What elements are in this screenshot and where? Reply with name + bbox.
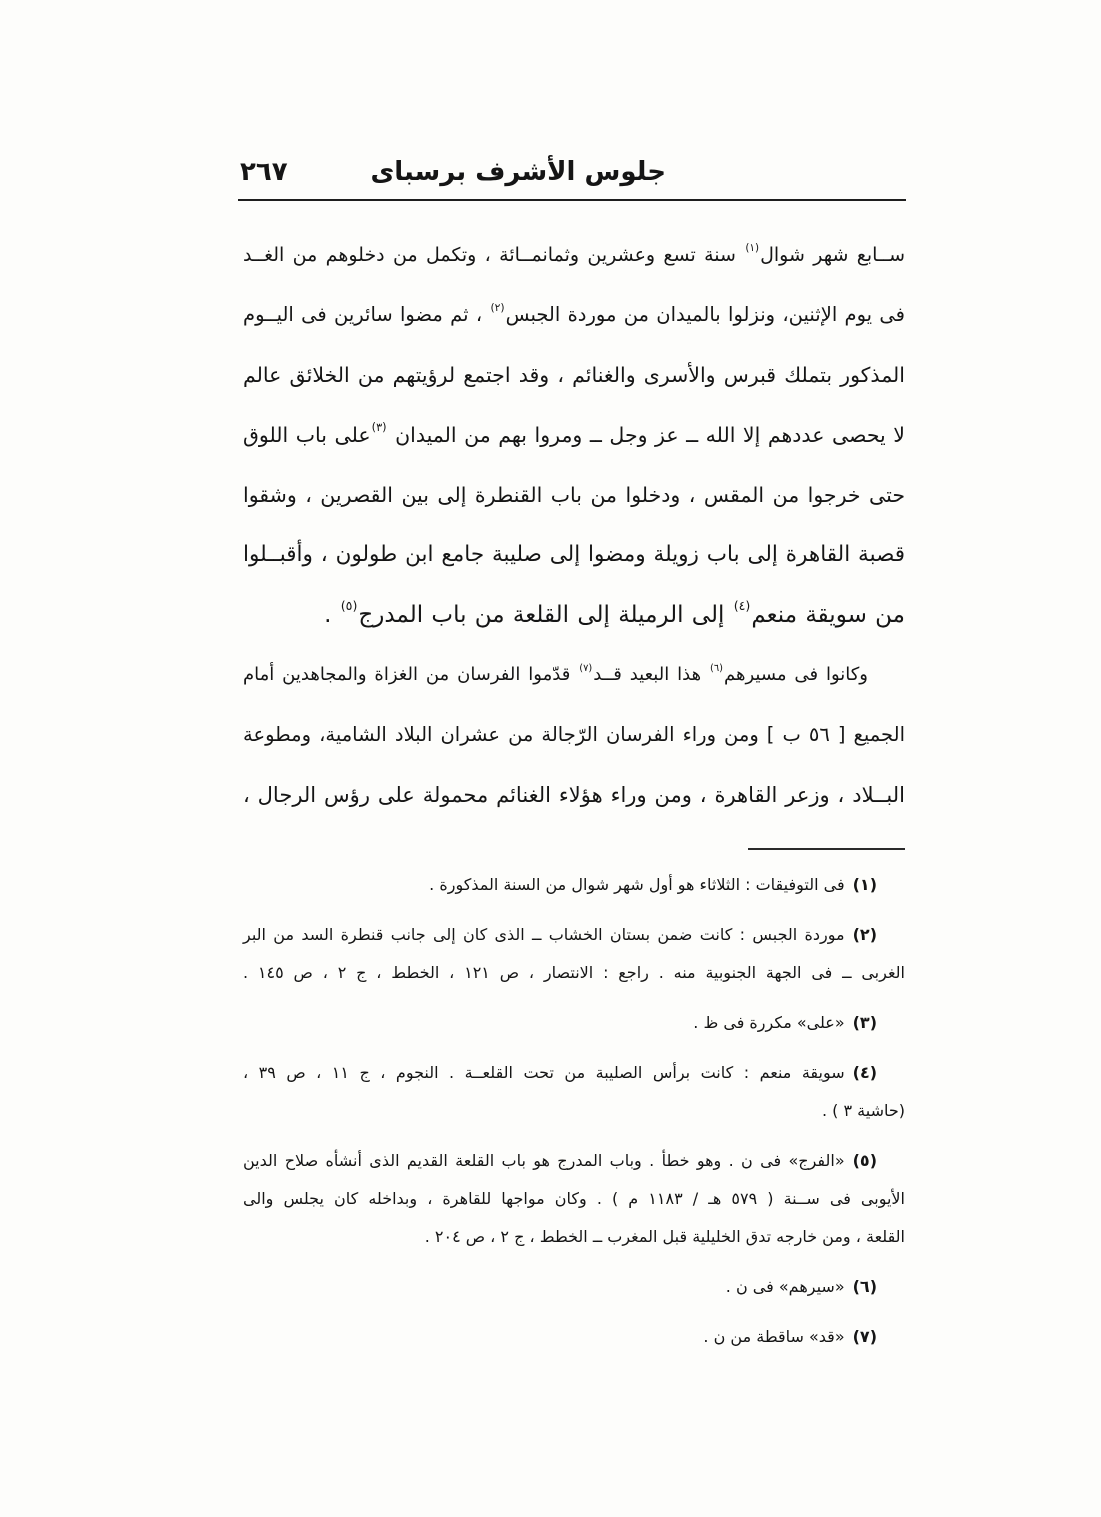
body-line bbox=[243, 285, 905, 345]
footnote-text: «قد» ساقطة من ن . bbox=[703, 1327, 845, 1346]
footnote-line bbox=[243, 1004, 905, 1042]
text-run: الجميع [ ٥٦ ب ] ومن وراء الفرسان الرّجالة من عشران البلاد الشامية، ومطوعة bbox=[243, 723, 905, 746]
text-run: سنة تسع وعشرين وثمانمــائة ، وتكمل من دخلوهم من الغــد bbox=[243, 244, 745, 266]
footnote-text: القلعة ، ومن خارجه تدق الخليلية قبل المغرب ــ الخطط ، ج ٢ ، ص ٢٠٤ . bbox=[424, 1227, 905, 1246]
footnote-marker: (١) bbox=[745, 242, 760, 255]
footnote-marker: (٢) bbox=[490, 300, 505, 314]
body-line bbox=[243, 405, 905, 465]
footnote-text: موردة الجبس : كانت ضمن بستان الخشاب ــ الذى كان إلى جانب قنطرة السد من البر bbox=[243, 925, 845, 944]
text-run: لا يحصى عددهم إلا الله ــ عز وجل ــ ومروا بهم من الميدان bbox=[387, 423, 905, 447]
footnote bbox=[243, 1142, 905, 1256]
body-line bbox=[243, 345, 905, 405]
text-run: حتى خرجوا من المقس ، ودخلوا من باب القنطرة إلى بين القصرين ، وشقوا bbox=[243, 483, 905, 507]
footnote-number: (٢) bbox=[852, 925, 877, 944]
footnote-line bbox=[243, 916, 905, 954]
footnote-text: فى التوفيقات : الثلاثاء هو أول شهر شوال من السنة المذكورة . bbox=[429, 875, 845, 894]
footnote-line bbox=[243, 1054, 905, 1092]
body-line bbox=[243, 465, 905, 525]
text-run: إلى الرميلة إلى القلعة من باب المدرج bbox=[358, 602, 733, 628]
footnote-line bbox=[243, 1142, 905, 1180]
footnote bbox=[243, 1054, 905, 1130]
body-line bbox=[243, 765, 905, 825]
footnote-line bbox=[243, 1092, 905, 1130]
body-line bbox=[243, 525, 905, 585]
footnote-marker: (٤) bbox=[733, 597, 751, 613]
footnote-text: (حاشية ٣ ) . bbox=[822, 1101, 905, 1120]
footnotes bbox=[243, 866, 905, 1368]
footnote-line bbox=[243, 1318, 905, 1356]
body-line bbox=[243, 225, 905, 285]
body-line bbox=[243, 645, 905, 705]
footnote-number: (١) bbox=[852, 875, 877, 894]
footnote bbox=[243, 866, 905, 904]
footnote-rule bbox=[748, 848, 905, 850]
footnote-text: «على» مكررة فى ظ . bbox=[693, 1013, 845, 1032]
footnote-line bbox=[243, 866, 905, 904]
text-run: فى يوم الإثنين، ونزلوا بالميدان من موردة الجبس bbox=[505, 303, 905, 326]
body-line bbox=[243, 585, 905, 645]
text-run: ، ثم مضوا سائرين فى اليــوم bbox=[243, 303, 490, 326]
footnote-line bbox=[243, 1218, 905, 1256]
footnote-text: الغربى ــ فى الجهة الجنوبية منه . راجع : الانتصار ، ص ١٢١ ، الخطط ، ج ٢ ، ص ١٤٥ . bbox=[243, 963, 905, 982]
footnote-text: «سيرهم» فى ن . bbox=[725, 1277, 845, 1296]
footnote-marker: (٥) bbox=[340, 597, 358, 613]
main-text bbox=[243, 225, 905, 825]
header-rule bbox=[238, 199, 906, 201]
footnote-line bbox=[243, 1180, 905, 1218]
footnote-marker: (٣) bbox=[371, 421, 387, 435]
running-head bbox=[238, 150, 906, 194]
footnote-number: (٦) bbox=[852, 1277, 877, 1296]
footnote bbox=[243, 916, 905, 992]
text-run: المذكور بتملك قبرس والأسرى والغنائم ، وقد اجتمع لرؤيتهم من الخلائق عالم bbox=[243, 363, 905, 387]
text-run: قصبة القاهرة إلى باب زويلة ومضوا إلى صليبة جامع ابن طولون ، وأقبــلوا bbox=[243, 542, 905, 567]
running-title: جلوس الأشرف برسباى bbox=[370, 157, 666, 187]
text-run: على باب اللوق bbox=[243, 423, 371, 447]
footnote-marker: (٦) bbox=[709, 662, 723, 674]
text-run: ســابع شهر شوال bbox=[760, 244, 905, 266]
body-line bbox=[243, 705, 905, 765]
page-number: ٢٦٧ bbox=[240, 157, 288, 187]
text-run: وكانوا فى مسيرهم bbox=[724, 664, 869, 685]
text-run: هذا البعيد قــد bbox=[593, 664, 709, 685]
footnote bbox=[243, 1004, 905, 1042]
footnote-number: (٧) bbox=[852, 1327, 877, 1346]
text-run: . bbox=[324, 602, 340, 628]
footnote-line bbox=[243, 954, 905, 992]
footnote-text: الأيوبى فى ســنة ( ٥٧٩ هـ / ١١٨٣ م ) . وكان مواجها للقاهرة ، وبداخله كان يجلس والى bbox=[243, 1189, 905, 1208]
footnote-text: «الفرج» فى ن . وهو خطأ . وباب المدرج هو باب القلعة القديم الذى أنشأه صلاح الدين bbox=[243, 1151, 845, 1170]
text-run: البــلاد ، وزعر القاهرة ، ومن وراء هؤلاء الغنائم محمولة على رؤس الرجال ، bbox=[243, 783, 905, 807]
text-run: من سويقة منعم bbox=[751, 602, 905, 628]
footnote-line bbox=[243, 1268, 905, 1306]
footnote-number: (٤) bbox=[852, 1063, 878, 1082]
text-run: قدّموا الفرسان من الغزاة والمجاهدين أمام bbox=[243, 664, 579, 685]
footnote-text: سويقة منعم : كانت برأس الصليبة من تحت القلعــة . النجوم ، ج ١١ ، ص ٣٩ ، bbox=[243, 1063, 845, 1082]
footnote bbox=[243, 1268, 905, 1306]
footnote-number: (٥) bbox=[852, 1151, 877, 1170]
footnote-marker: (٧) bbox=[579, 662, 593, 674]
footnote bbox=[243, 1318, 905, 1356]
footnote-number: (٣) bbox=[852, 1013, 877, 1032]
